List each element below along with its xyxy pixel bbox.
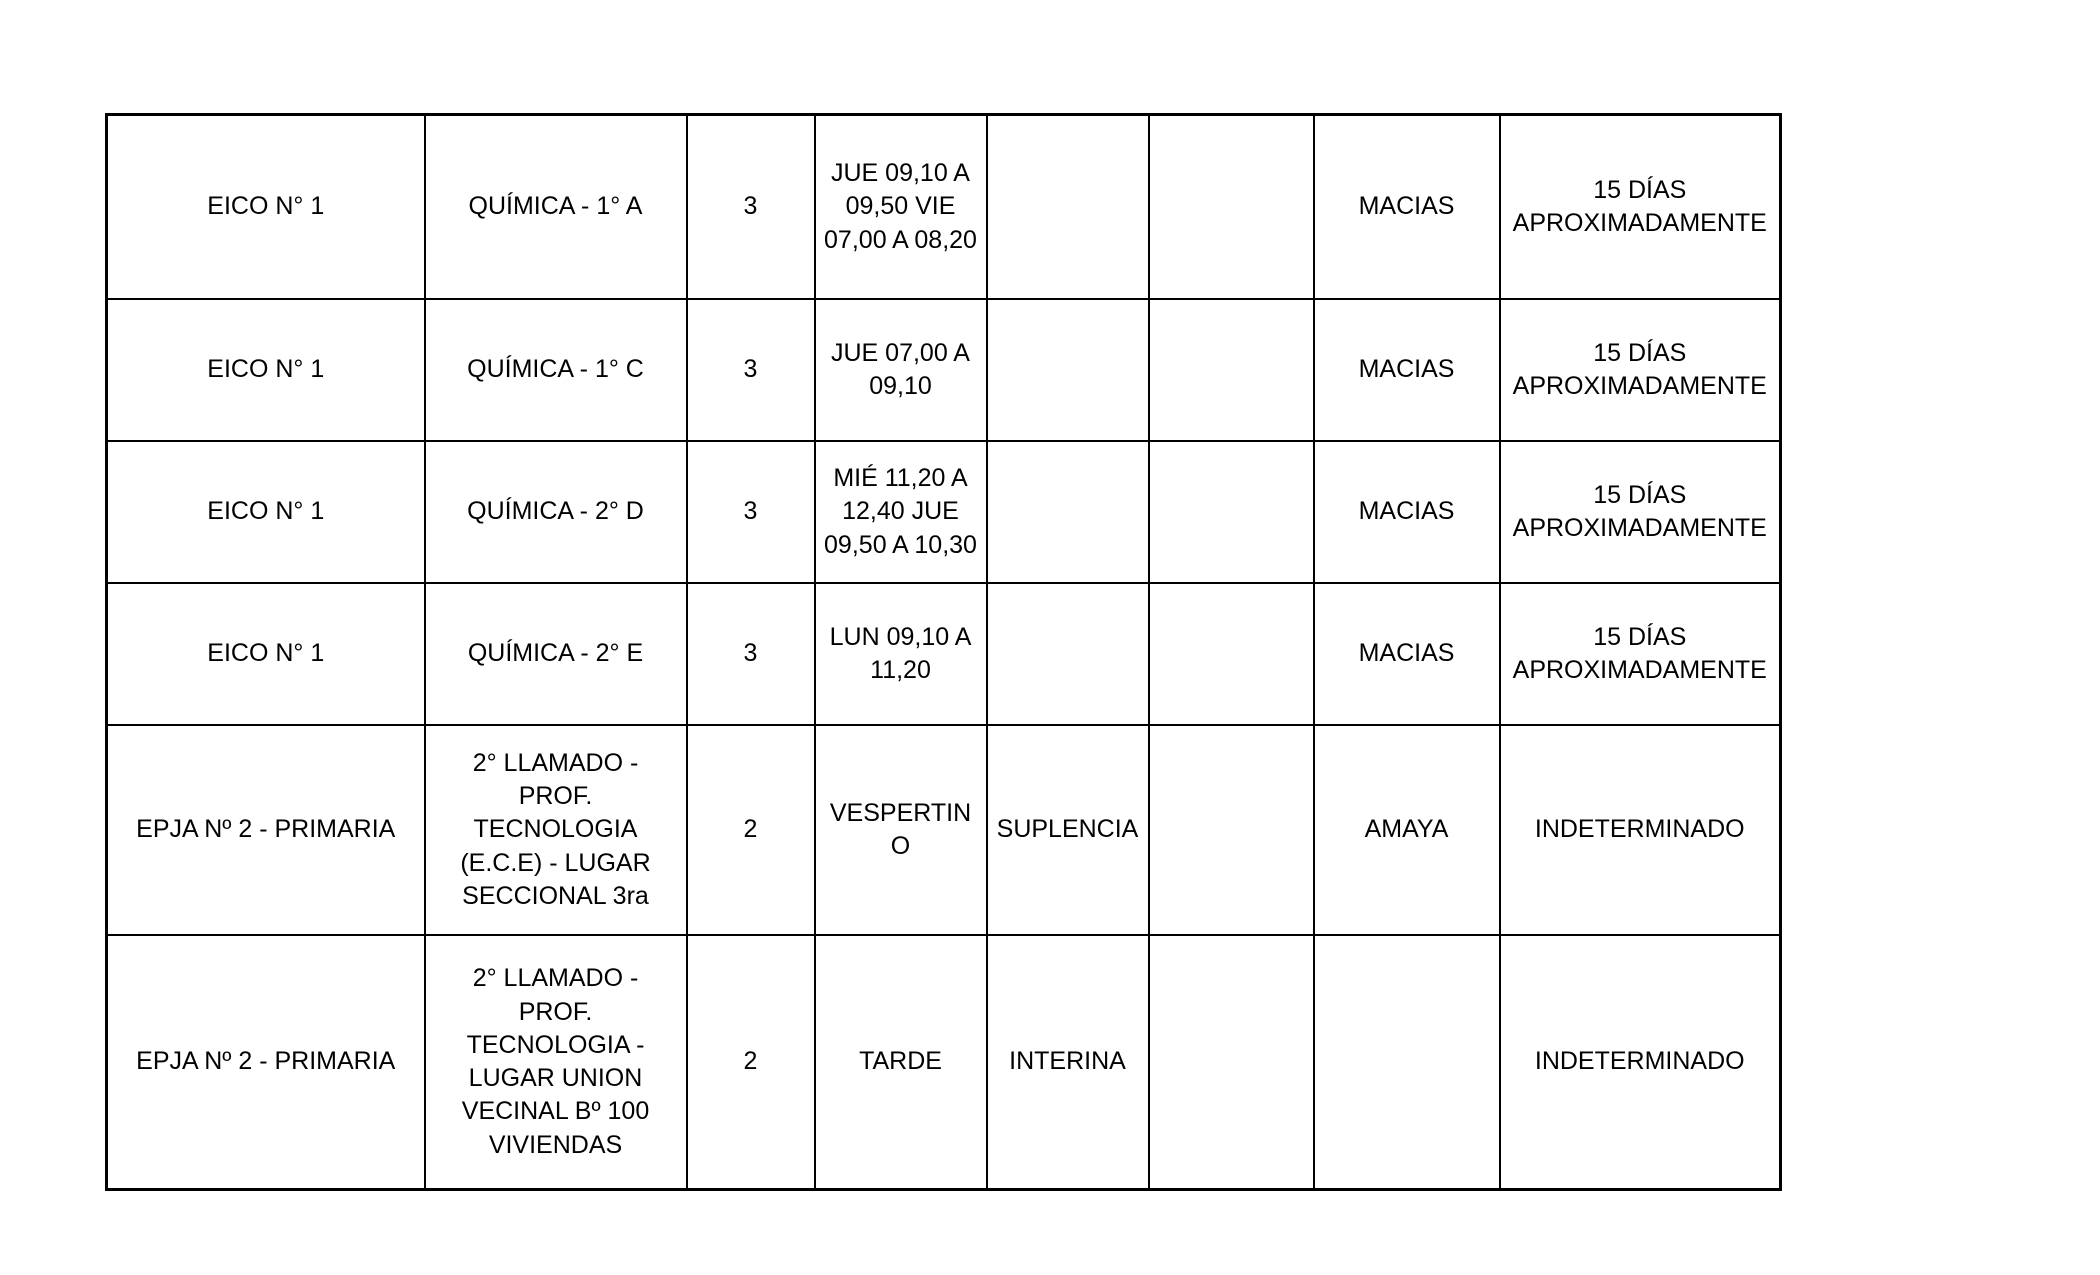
cell-establecimiento: EICO N° 1 [107,441,425,583]
cell-establecimiento: EICO N° 1 [107,299,425,441]
cell-columna-vacia [1149,583,1314,725]
cell-caracter: SUPLENCIA [987,725,1149,935]
cell-establecimiento: EPJA Nº 2 - PRIMARIA [107,935,425,1190]
cell-cargo-asignatura: QUÍMICA - 2° E [425,583,687,725]
cell-horario: JUE 09,10 A 09,50 VIE 07,00 A 08,20 [815,115,987,300]
cell-caracter: INTERINA [987,935,1149,1190]
cell-horas: 3 [687,583,815,725]
cell-duracion: 15 DÍAS APROXIMADAMENTE [1500,441,1781,583]
cell-duracion: 15 DÍAS APROXIMADAMENTE [1500,299,1781,441]
cell-horario: VESPERTINO [815,725,987,935]
table-row [107,725,1781,935]
cell-horario: LUN 09,10 A 11,20 [815,583,987,725]
cell-docente: MACIAS [1314,299,1500,441]
cell-columna-vacia [1149,935,1314,1190]
cell-duracion: INDETERMINADO [1500,725,1781,935]
cell-establecimiento: EICO N° 1 [107,115,425,300]
cell-duracion: 15 DÍAS APROXIMADAMENTE [1500,115,1781,300]
cell-cargo-asignatura: QUÍMICA - 1° C [425,299,687,441]
schedule-table-container [105,113,1779,1191]
cell-horario: JUE 07,00 A 09,10 [815,299,987,441]
table-row [107,299,1781,441]
schedule-table [105,113,1782,1191]
cell-docente: MACIAS [1314,441,1500,583]
cell-docente: MACIAS [1314,115,1500,300]
cell-cargo-asignatura: QUÍMICA - 2° D [425,441,687,583]
cell-columna-vacia [1149,299,1314,441]
cell-establecimiento: EICO N° 1 [107,583,425,725]
cell-horas: 3 [687,299,815,441]
table-row [107,935,1781,1190]
cell-horas: 3 [687,115,815,300]
cell-cargo-asignatura: QUÍMICA - 1° A [425,115,687,300]
cell-caracter [987,115,1149,300]
cell-docente [1314,935,1500,1190]
cell-docente: AMAYA [1314,725,1500,935]
cell-caracter [987,441,1149,583]
cell-duracion: INDETERMINADO [1500,935,1781,1190]
cell-caracter [987,583,1149,725]
cell-horas: 2 [687,935,815,1190]
cell-columna-vacia [1149,441,1314,583]
cell-docente: MACIAS [1314,583,1500,725]
cell-horas: 3 [687,441,815,583]
cell-caracter [987,299,1149,441]
cell-establecimiento: EPJA Nº 2 - PRIMARIA [107,725,425,935]
cell-horas: 2 [687,725,815,935]
table-row [107,115,1781,300]
cell-horario: TARDE [815,935,987,1190]
cell-cargo-asignatura: 2° LLAMADO - PROF. TECNOLOGIA - LUGAR UNION VECINAL Bº 100 VIVIENDAS [425,935,687,1190]
table-row [107,441,1781,583]
table-row [107,583,1781,725]
cell-columna-vacia [1149,115,1314,300]
cell-duracion: 15 DÍAS APROXIMADAMENTE [1500,583,1781,725]
cell-horario: MIÉ 11,20 A 12,40 JUE 09,50 A 10,30 [815,441,987,583]
cell-cargo-asignatura: 2° LLAMADO - PROF. TECNOLOGIA (E.C.E) - LUGAR SECCIONAL 3ra [425,725,687,935]
cell-columna-vacia [1149,725,1314,935]
